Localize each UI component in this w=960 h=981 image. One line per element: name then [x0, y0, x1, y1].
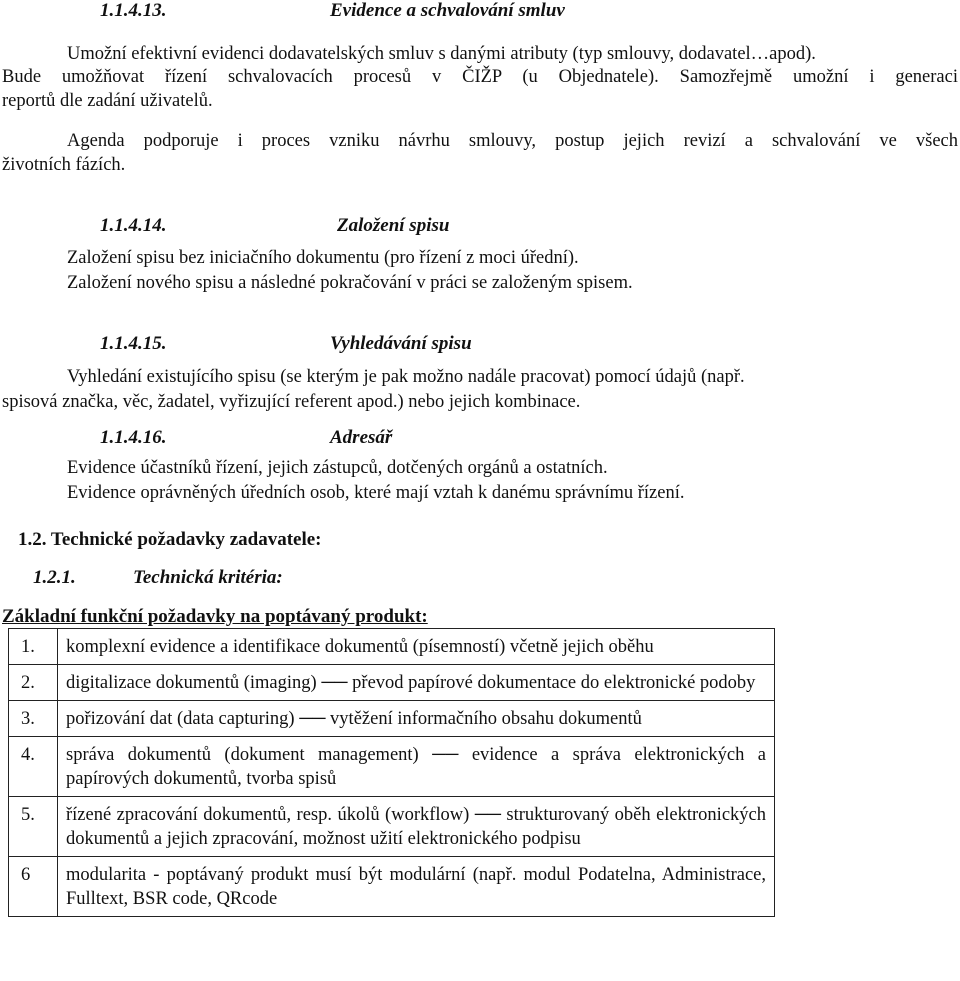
subchapter-title: Technická kritéria:	[133, 567, 283, 588]
row-number: 1.	[9, 629, 58, 665]
row-text: správa dokumentů (dokument management) ── evidence a správa elektronických a papírových dokumentů, tvorba spisů	[58, 737, 775, 797]
row-number: 2.	[9, 665, 58, 701]
section-title: Evidence a schvalování smluv	[330, 0, 565, 21]
table-row	[9, 737, 775, 797]
table-row	[9, 665, 775, 701]
table-row	[9, 857, 775, 917]
paragraph-line: životních fázích.	[2, 155, 126, 175]
chapter-heading	[18, 529, 322, 551]
section-number: 1.1.4.16.	[100, 427, 167, 448]
row-text: řízené zpracování dokumentů, resp. úkolů (workflow) ── strukturovaný oběh elektronických dokumentů a jejich zpracování, možnost užití elektronického podpisu	[58, 797, 775, 857]
row-text: pořizování dat (data capturing) ── vytěžení informačního obsahu dokumentů	[58, 701, 775, 737]
section-number: 1.1.4.13.	[100, 0, 167, 21]
section-title: Adresář	[330, 427, 393, 448]
row-number: 4.	[9, 737, 58, 797]
table-heading: Základní funkční požadavky na poptávaný produkt:	[2, 606, 428, 627]
paragraph-line: Evidence účastníků řízení, jejich zástupců, dotčených orgánů a ostatních.	[67, 458, 608, 478]
row-text: modularita - poptávaný produkt musí být modulární (např. modul Podatelna, Administrace, Fulltext, BSR code, QRcode	[58, 857, 775, 917]
paragraph-line: Evidence oprávněných úředních osob, které mají vztah k danému správnímu řízení.	[67, 483, 685, 503]
subchapter-number: 1.2.1.	[33, 567, 76, 588]
paragraph-line: Bude umožňovat řízení schvalovacích procesů v ČIŽP (u Objednatele). Samozřejmě umožní i generaci	[2, 67, 958, 87]
table-row	[9, 701, 775, 737]
row-text: komplexní evidence a identifikace dokumentů (písemností) včetně jejich oběhu	[58, 629, 775, 665]
paragraph-line: reportů dle zadání uživatelů.	[2, 91, 213, 111]
paragraph-line: Umožní efektivní evidenci dodavatelských smluv s danými atributy (typ smlouvy, dodavatel…apod).	[67, 44, 816, 64]
paragraph-line: Založení nového spisu a následné pokračování v práci se založeným spisem.	[67, 273, 633, 293]
paragraph-line: spisová značka, věc, žadatel, vyřizující referent apod.) nebo jejich kombinace.	[2, 392, 581, 412]
requirements-table	[8, 628, 775, 917]
paragraph-line: Vyhledání existujícího spisu (se kterým je pak možno nadále pracovat) pomocí údajů (např.	[67, 367, 745, 387]
paragraph-line: Založení spisu bez iniciačního dokumentu (pro řízení z moci úřední).	[67, 248, 579, 268]
section-number: 1.1.4.15.	[100, 333, 167, 354]
section-title: Vyhledávání spisu	[330, 333, 472, 354]
section-number: 1.1.4.14.	[100, 215, 167, 236]
row-number: 5.	[9, 797, 58, 857]
paragraph-line: Agenda podporuje i proces vzniku návrhu smlouvy, postup jejich revizí a schvalování ve všech	[67, 131, 958, 151]
table-row	[9, 797, 775, 857]
table-row	[9, 629, 775, 665]
section-title: Založení spisu	[337, 215, 450, 236]
row-number: 6	[9, 857, 58, 917]
row-number: 3.	[9, 701, 58, 737]
chapter-title: Technické požadavky zadavatele:	[50, 529, 322, 550]
row-text: digitalizace dokumentů (imaging) ── převod papírové dokumentace do elektronické podoby	[58, 665, 775, 701]
chapter-number: 1.2.	[18, 529, 47, 550]
